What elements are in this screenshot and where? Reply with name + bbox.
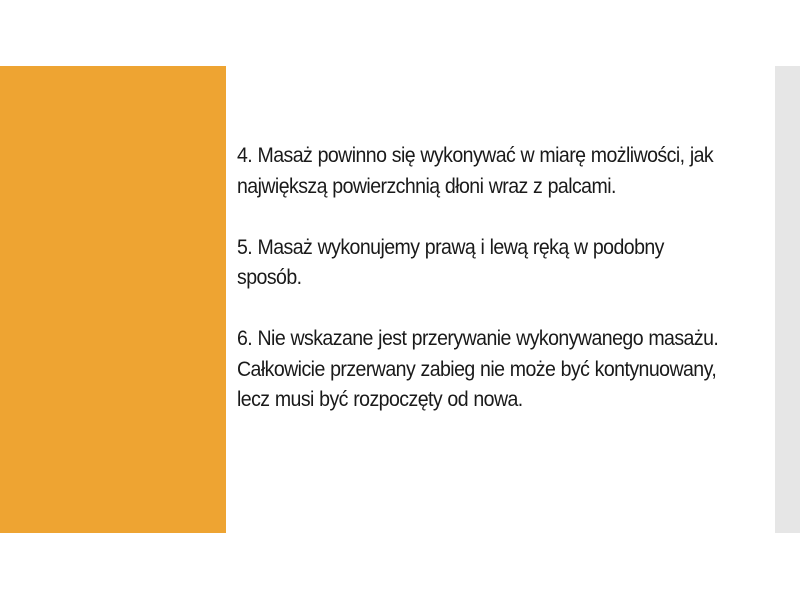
paragraph-step-4: 4. Masaż powinno się wykonywać w miarę możliwości, jak największą powierzchnią dłoni wraz z palcami.	[237, 144, 714, 198]
side-strip	[775, 66, 800, 533]
slide-body	[237, 141, 730, 416]
accent-block	[0, 66, 226, 533]
paragraph-step-6: 6. Nie wskazane jest przerywanie wykonywanego masażu. Całkowicie przerwany zabieg nie może być kontynuowany, lecz musi być rozpoczęty od nowa.	[237, 327, 719, 411]
paragraph-step-5: 5. Masaż wykonujemy prawą i lewą ręką w podobny sposób.	[237, 235, 664, 289]
